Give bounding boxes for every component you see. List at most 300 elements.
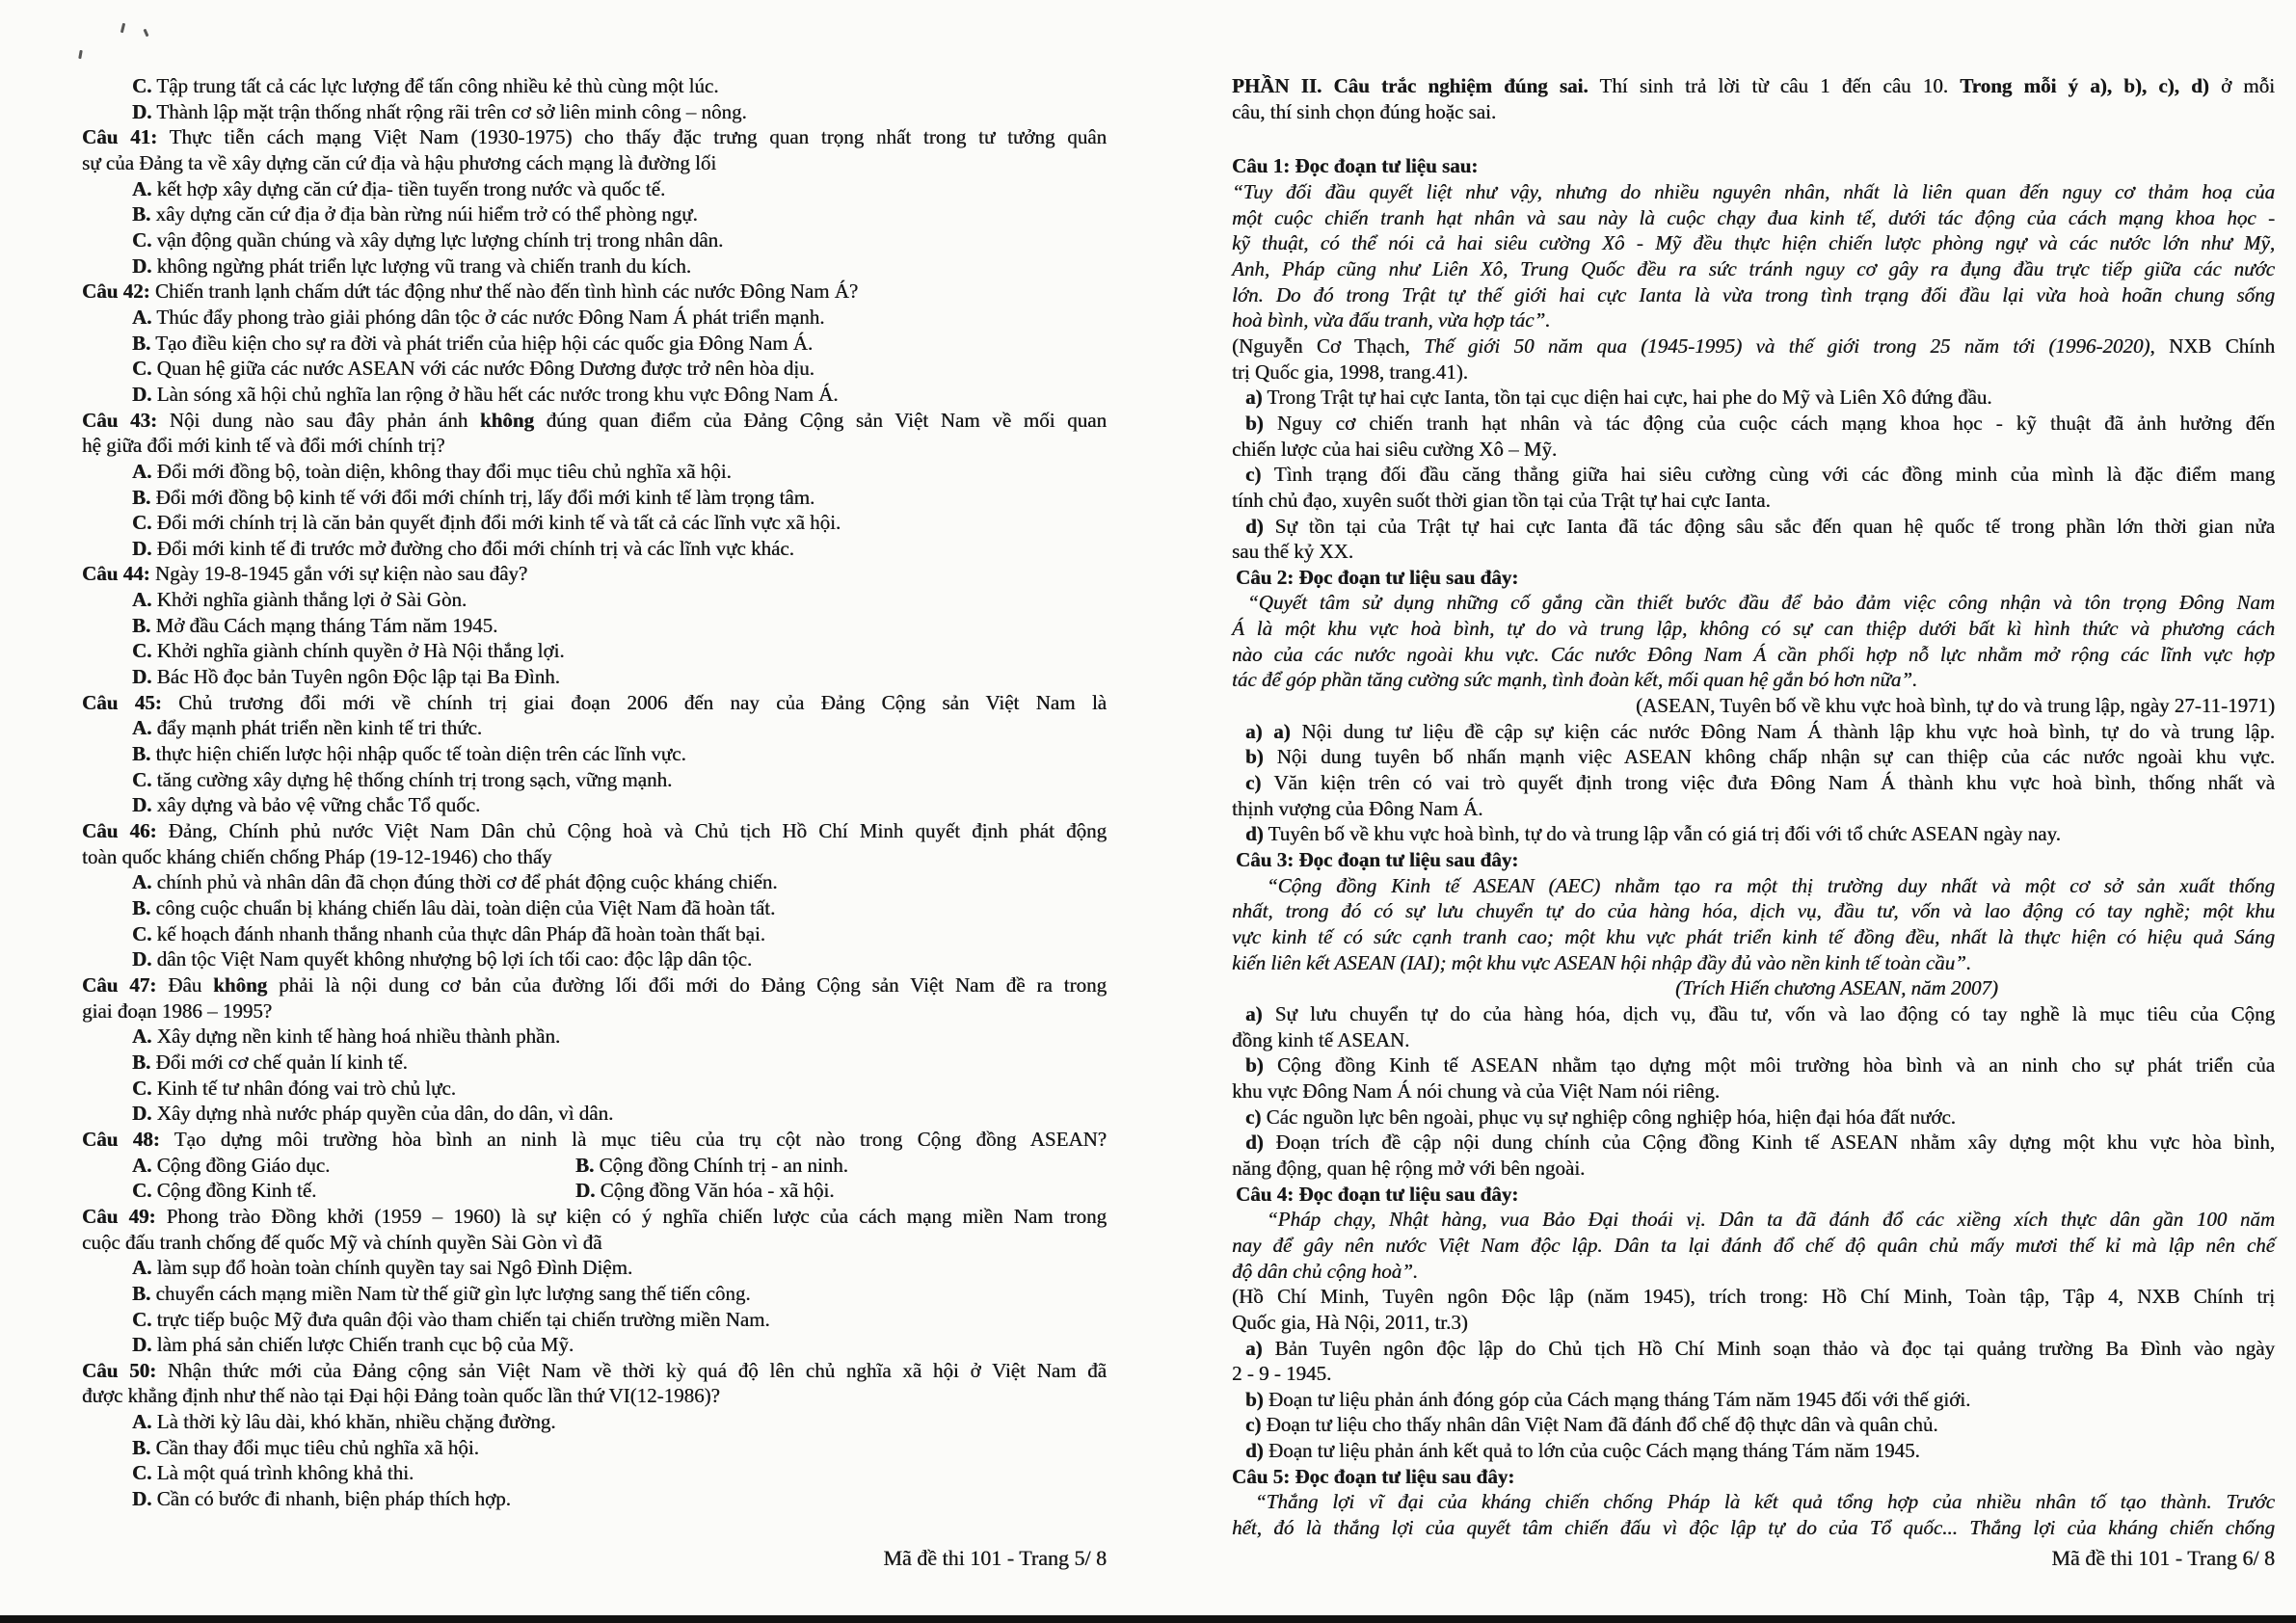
text-segment: Khởi nghĩa giành thắng lợi ở Sài Gòn. [151,588,467,612]
text-segment: c) [1245,1104,1262,1129]
question-46-cont [82,844,1107,870]
citation-cont [1232,1310,2275,1336]
text-segment: Cộng đồng Kinh tế ASEAN nhằm tạo dựng một môi trường hòa bình và an ninh cho sự phát triển của [1263,1053,2275,1078]
text-segment: nhất, trong đó có sự lưu chuyển tự do của hàng hóa, dịch vụ, đầu tư, vốn và lao động có tay nghề; một khu [1232,899,2275,923]
option [82,331,1107,357]
text-segment: Nội dung tuyên bố nhấn mạnh việc ASEAN không chấp nhận sự can thiệp của các nước ngoài khu vực. [1263,745,2275,769]
question-48 [82,1127,1107,1153]
statement-cont [1232,437,2275,463]
pen-mark [120,23,125,33]
text-segment: làm phá sản chiến lược Chiến tranh cục bộ của Mỹ. [151,1333,574,1357]
option [82,946,1107,972]
text-segment: a) [1245,1001,1263,1025]
quote-line [1232,590,2275,616]
option [82,1281,1107,1307]
text-segment: tăng cường xây dựng hệ thống chính trị trong sạch, vững mạnh. [151,767,673,791]
question-1-heading [1232,153,2275,179]
option-cell [575,1178,835,1204]
text-segment: a) a) [1245,719,1291,743]
text-segment: Câu 43: [82,408,158,432]
text-segment: Thí sinh trả lời từ câu 1 đến câu 10. [1588,74,1961,97]
option [82,715,1107,741]
quote-line [1232,616,2275,642]
text-segment: (Hồ Chí Minh, Tuyên ngôn Độc lập (năm 1945), trích trong: Hồ Chí Minh, Toàn tập, Tập 4, NXB Chính trị [1232,1285,2275,1309]
text-segment: C. [132,639,152,663]
text-segment: khu vực Đông Nam Á nói chung và của Việt Nam nói riêng. [1232,1078,1721,1103]
text-segment: toàn quốc kháng chiến chống Pháp (19-12-1946) cho thấy [82,844,552,868]
option [82,485,1107,511]
text-segment: c) [1245,463,1262,487]
text-segment: C. [132,511,152,535]
text-segment: C. [132,227,152,252]
text-segment: Câu 3: Đọc đoạn tư liệu sau đây: [1236,848,1519,872]
text-segment: B. [132,1435,151,1459]
text-segment: Quan hệ giữa các nước ASEAN với các nước Đông Dương được trở nên hòa dịu. [151,357,814,381]
text-segment: hệ giữa đổi mới kinh tế và đổi mới chính trị? [82,434,445,458]
text-segment: lớn. Do đó trong Trật tự thế giới hai cực Ianta là vừa trong tình trạng đối đầu lại vừa hoà hoãn chung sống [1232,282,2275,306]
text-segment: d) [1245,1439,1264,1463]
question-49-cont [82,1230,1107,1256]
text-segment: B. [132,896,151,919]
text-segment: B. [132,331,151,355]
text-segment: Cộng đồng Giáo dục. [151,1153,331,1177]
statement-cont [1232,488,2275,514]
text-segment: không [479,408,534,432]
question-50 [82,1358,1107,1384]
option [82,767,1107,793]
quote-line [1232,873,2275,899]
exam-page-5 [82,73,1107,1512]
text-segment: Là thời kỳ lâu dài, khó khăn, nhiều chặng đường. [151,1410,556,1434]
option [82,587,1107,613]
text-segment: D. [132,536,152,560]
text-segment: Đoạn tư liệu cho thấy nhân dân Việt Nam đã đánh đổ chế độ thực dân và quân chủ. [1261,1413,1938,1437]
quote-line [1232,307,2275,333]
text-segment: D. [132,665,152,689]
text-segment: Cần thay đổi mục tiêu chủ nghĩa xã hội. [150,1435,479,1459]
text-segment: “Quyết tâm sử dụng những cố gắng cần thiết bước đầu để bảo đảm việc công nhận và tôn trọng Đông Nam [1247,591,2275,615]
text-segment: (Trích Hiến chương ASEAN, năm 2007) [1675,976,1998,1000]
text-segment: Câu 50: [82,1358,157,1382]
text-segment: B. [132,485,151,509]
question-2-heading [1232,565,2275,591]
quote-line [1232,950,2275,976]
text-segment: C. [132,1307,152,1331]
text-segment: kiến liên kết ASEAN (IAI); một khu vực ASEAN hội nhập đầy đủ vào nền kinh tế toàn cầu”. [1232,950,1972,974]
quote-line [1232,256,2275,282]
text-segment: Anh, Pháp cũng như Liên Xô, Trung Quốc đều ra sức tránh nguy cơ gây ra đụng đầu trực tiếp giữa các nước [1232,256,2275,280]
text-segment: Trong Trật tự hai cực Ianta, tồn tại cục diện hai cực, hai phe do Mỹ và Liên Xô đứng đầu. [1262,386,1992,410]
text-segment: “Tuy đối đầu quyết liệt như vậy, nhưng do nhiều nguyên nhân, nhất là liên quan đến nguy cơ thảm hoạ của [1232,179,2275,203]
text-segment: D. [132,1102,152,1126]
option-cell [132,1153,575,1179]
text-segment: Câu 48: [82,1127,160,1151]
text-segment: giai đoạn 1986 – 1995? [82,998,273,1023]
text-segment: Sự tồn tại của Trật tự hai cực Ianta đã tác động sâu sắc đến quan hệ quốc tế trong phần lớn thời gian nửa [1263,514,2275,538]
text-segment: Thực tiễn cách mạng Việt Nam (1930-1975) cho thấy đặc trưng quan trọng nhất trong tư tưởng quân [157,125,1108,149]
text-segment: ở mỗi [2208,74,2275,97]
statement [1232,514,2275,540]
quote-line [1232,282,2275,308]
option [82,664,1107,690]
question-3-heading [1232,847,2275,873]
question-46 [82,818,1107,844]
statement [1232,770,2275,796]
text-segment: Câu 5: Đọc đoạn tư liệu sau đây: [1232,1464,1515,1488]
text-segment: Kinh tế tư nhân đóng vai trò chủ lực. [151,1076,456,1100]
text-segment: Sự lưu chuyển tự do của hàng hóa, dịch vụ, đầu tư, vốn và lao động có tay nghề là mục tiêu của Cộng [1262,1001,2275,1025]
option [82,1050,1107,1076]
text-segment: (Nguyễn Cơ Thạch, [1232,333,1424,358]
statement [1232,821,2275,847]
text-segment: dân tộc Việt Nam quyết không nhượng bộ lợi ích tối cao: độc lập dân tộc. [151,947,753,971]
text-segment: thực hiện chiến lược hội nhập quốc tế toàn diện trên các lĩnh vực. [150,742,686,766]
text-segment: Nhận thức mới của Đảng cộng sản Việt Nam về thời kỳ quá độ lên chủ nghĩa xã hội ở Việt Nam đã [156,1358,1107,1382]
statement [1232,1104,2275,1131]
question-41 [82,124,1107,150]
text-segment: đồng kinh tế ASEAN. [1232,1027,1410,1051]
text-segment: Xây dựng nhà nước pháp quyền của dân, do dân, vì dân. [151,1102,614,1126]
option [82,1435,1107,1461]
text-segment: Là một quá trình không khả thi. [151,1461,414,1485]
text-segment: B. [132,1050,151,1074]
statement-cont [1232,1361,2275,1387]
text-segment: hoà bình, vừa đấu tranh, vừa hợp tác”. [1232,308,1551,333]
text-segment: b) [1245,745,1264,769]
text-segment: PHẦN II. Câu trắc nghiệm đúng sai. [1232,74,1589,97]
text-segment: d) [1245,822,1264,846]
text-segment: Nội dung nào sau đây phản ánh [157,408,480,432]
text-segment: Câu 49: [82,1204,156,1228]
text-segment: Chủ trương đổi mới về chính trị giai đoạn 2006 đến nay của Đảng Cộng sản Việt Nam là [161,690,1107,714]
option-row [82,1178,1107,1204]
option [82,1024,1107,1050]
text-segment: Đoạn tư liệu phản ánh đóng góp của Cách mạng tháng Tám năm 1945 đối với thế giới. [1263,1387,1971,1411]
text-segment: Bác Hồ đọc bản Tuyên ngôn Độc lập tại Ba Đình. [151,665,560,689]
question-4-heading [1232,1182,2275,1208]
exam-page-6 [1232,73,2275,1541]
text-segment: (ASEAN, Tuyên bố về khu vực hoà bình, tự do và trung lập, ngày 27-11-1971) [1636,694,2275,718]
option [82,638,1107,664]
option [82,1460,1107,1486]
text-segment: C. [132,1461,152,1485]
quote-line [1232,230,2275,256]
text-segment: A. [132,459,152,483]
option [82,73,1107,99]
text-segment: trực tiếp buộc Mỹ đưa quân đội vào tham chiến tại chiến trường miền Nam. [151,1307,770,1331]
statement [1232,462,2275,488]
text-segment: “Thắng lợi vĩ đại của kháng chiến chống Pháp là kết quả tổng hợp của nhiều nhân tố tạo thành. Trước [1255,1490,2275,1514]
text-segment: c) [1245,771,1262,795]
statement [1232,719,2275,745]
quote-line [1232,1233,2275,1259]
option [82,1332,1107,1358]
option [82,1076,1107,1102]
option [82,305,1107,331]
text-segment: Các nguồn lực bên ngoài, phục vụ sự nghiệp công nghiệp hóa, hiện đại hóa đất nước. [1261,1104,1956,1129]
text-segment: vận động quần chúng và xây dựng lực lượng chính trị trong nhân dân. [151,227,724,252]
text-segment: phải là nội dung cơ bản của đường lối đổi mới do Đảng Cộng sản Việt Nam đề ra trong [267,972,1107,997]
text-segment: “Cộng đồng Kinh tế ASEAN (AEC) nhằm tạo ra một thị trường duy nhất và một cơ sở sản xuất thống [1267,873,2275,897]
text-segment: Câu 41: [82,125,158,149]
option [82,895,1107,921]
text-segment: Ngày 19-8-1945 gắn với sự kiện nào sau đây? [149,562,528,586]
text-segment: vực kinh tế có sức cạnh tranh cao; một khu vực phát triển kinh tế đồng đều, nhất là thực hiện có hiệu quả Sáng [1232,925,2275,948]
citation [1232,975,2275,1001]
option-row [82,1153,1107,1179]
option [82,792,1107,818]
text-segment: Câu 2: Đọc đoạn tư liệu sau đây: [1236,565,1519,589]
text-segment: D. [132,793,152,817]
text-segment: a) [1245,386,1263,410]
text-segment: làm sụp đổ hoàn toàn chính quyền tay sai Ngô Đình Diệm. [151,1256,633,1280]
question-5-heading [1232,1464,2275,1490]
text-segment: sau thế kỷ XX. [1232,540,1353,564]
text-segment: nay để gây nên nước Việt Nam độc lập. Dân ta lại đánh đổ chế độ quân chủ mấy mươi thế kỉ mà lập nên chế [1232,1233,2275,1257]
text-segment: năng động, quan hệ rộng mở với bên ngoài. [1232,1156,1586,1180]
text-segment: Quốc gia, Hà Nội, 2011, tr.3) [1232,1310,1468,1334]
statement [1232,1001,2275,1027]
text-segment: Câu 44: [82,562,150,586]
citation [1232,333,2275,359]
text-segment: Tạo điều kiện cho sự ra đời và phát triển của hiệp hội các quốc gia Đông Nam Á. [150,331,814,355]
text-segment: chiến lược của hai siêu cường Xô – Mỹ. [1232,437,1558,461]
text-segment: 2 - 9 - 1945. [1232,1362,1332,1386]
statement [1232,411,2275,437]
text-segment: Nội dung tư liệu đề cập sự kiện các nước Đông Nam Á thành lập khu vực hoà bình, tự do và trung lập. [1290,719,2275,743]
text-segment: công cuộc chuẩn bị kháng chiến lâu dài, toàn diện của Việt Nam đã hoàn tất. [150,896,776,919]
statement [1232,1336,2275,1362]
text-segment: Văn kiện trên có vai trò quyết định trong việc đưa Đông Nam Á thành khu vực hoà bình, thống nhất và [1261,771,2275,795]
text-segment: tác để góp phần tăng cường sức mạnh, tình đoàn kết, mối quan hệ gắn bó hơn nữa”. [1232,668,1918,692]
option [82,741,1107,767]
text-segment: d) [1245,514,1264,538]
quote-line [1232,1489,2275,1515]
citation-cont [1232,359,2275,386]
option [82,1409,1107,1435]
text-segment: A. [132,1256,152,1280]
text-segment: D. [132,947,152,971]
text-segment: B. [132,613,151,637]
text-segment: chuyển cách mạng miền Nam từ thế giữ gìn lực lượng sang thế tiến công. [150,1281,751,1305]
text-segment: D. [575,1179,596,1203]
question-47-cont [82,998,1107,1024]
text-segment: B. [132,742,151,766]
text-segment: độ dân chủ cộng hoà”. [1232,1259,1419,1283]
quote-line [1232,898,2275,924]
text-segment: Cộng đồng Kinh tế. [151,1179,317,1203]
text-segment: d) [1245,1131,1264,1155]
quote-line [1232,667,2275,693]
text-segment: Xây dựng nền kinh tế hàng hoá nhiều thành phần. [151,1024,561,1049]
text-segment: Câu 46: [82,819,157,843]
option [82,1307,1107,1333]
text-segment: A. [132,870,152,894]
text-segment: sự của Đảng ta về xây dựng căn cứ địa và hậu phương cách mạng là đường lối [82,150,717,174]
statement-cont [1232,1078,2275,1104]
text-segment: Khởi nghĩa giành chính quyền ở Hà Nội thắng lợi. [151,639,565,663]
text-segment: không ngừng phát triển lực lượng vũ trang và chiến tranh du kích. [151,253,692,278]
text-segment: Thế giới 50 năm qua (1945-1995) và thế giới trong 25 năm tới (1996-2020) [1423,333,2150,358]
text-segment: Đổi mới đồng bộ kinh tế với đổi mới chính trị, lấy đổi mới kinh tế làm trọng tâm. [150,485,815,509]
text-segment: xây dựng căn cứ địa ở địa bàn rừng núi hiểm trở có thể phòng ngự. [150,202,698,226]
text-segment: D. [132,382,152,406]
scan-edge-bar [0,1615,2296,1623]
text-segment: B. [132,202,151,226]
text-segment: kế hoạch đánh nhanh thắng nhanh của thực dân Pháp đã hoàn toàn thất bại. [151,921,765,945]
section-heading-cont [1232,99,2275,125]
page-6-footer: Mã đề thi 101 - Trang 6/ 8 [2051,1546,2275,1570]
text-segment: A. [132,716,152,740]
text-segment: Câu 47: [82,972,157,997]
text-segment: Thúc đẩy phong trào giải phóng dân tộc ở các nước Đông Nam Á phát triển mạnh. [151,305,825,329]
text-segment: b) [1245,1387,1264,1411]
statement [1232,1052,2275,1078]
citation [1232,693,2275,719]
text-segment: A. [132,588,152,612]
text-segment: b) [1245,1053,1264,1078]
statement [1232,1412,2275,1438]
question-45 [82,690,1107,716]
text-segment: , NXB Chính [2149,333,2276,358]
statement-cont [1232,1156,2275,1182]
text-segment: được khẳng định như thế nào tại Đại hội Đảng toàn quốc lần thứ VI(12-1986)? [82,1384,720,1408]
text-segment: trị Quốc gia, 1998, trang.41). [1232,359,1468,384]
text-segment: tính chủ đạo, xuyên suốt thời gian tồn tại của Trật tự hai cực Ianta. [1232,488,1771,512]
text-segment: Thành lập mặt trận thống nhất rộng rãi trên cơ sở liên minh công – nông. [151,99,747,123]
text-segment: A. [132,176,152,200]
statement-cont [1232,1027,2275,1053]
option [82,1101,1107,1127]
option-cell [132,1178,575,1204]
text-segment: B. [575,1153,595,1177]
text-segment: Cần có bước đi nhanh, biện pháp thích hợp. [151,1487,511,1511]
statement [1232,385,2275,411]
text-segment: không [213,972,268,997]
option [82,227,1107,253]
text-segment: A. [132,305,152,329]
text-segment: đúng quan điểm của Đảng Cộng sản Việt Nam về mối quan [533,408,1107,432]
text-segment: A. [132,1153,152,1177]
quote-line [1232,1207,2275,1233]
quote-line [1232,205,2275,231]
quote-line [1232,642,2275,668]
text-segment: c) [1245,1413,1262,1437]
text-segment: Làn sóng xã hội chủ nghĩa lan rộng ở hầu hết các nước trong khu vực Đông Nam Á. [151,382,839,406]
text-segment: A. [132,1410,152,1434]
question-44 [82,561,1107,587]
option [82,201,1107,227]
text-segment: nào của các nước ngoài khu vực. Các nước Đông Nam Á cần phối hợp nỗ lực nhằm mở rộng các lĩnh vực hợp [1232,642,2275,666]
text-segment: C. [132,357,152,381]
question-49 [82,1204,1107,1230]
text-segment: kết hợp xây dựng căn cứ địa- tiền tuyến trong nước và quốc tế. [151,176,666,200]
text-segment: Mở đầu Cách mạng tháng Tám năm 1945. [150,613,498,637]
text-segment: Câu 1: Đọc đoạn tư liệu sau: [1232,154,1479,178]
text-segment: chính phủ và nhân dân đã chọn đúng thời cơ để phát động cuộc kháng chiến. [151,870,778,894]
statement-cont [1232,796,2275,822]
text-segment: Trong mỗi ý a), b), c), d) [1960,74,2209,97]
quote-line [1232,1259,2275,1285]
text-segment: C. [132,921,152,945]
option [82,356,1107,382]
question-47 [82,972,1107,998]
text-segment: Đoạn tư liệu phản ánh kết quả to lớn của cuộc Cách mạng tháng Tám năm 1945. [1263,1439,1920,1463]
option-cell [575,1153,848,1179]
text-segment: Cộng đồng Văn hóa - xã hội. [595,1179,835,1203]
text-segment: C. [132,74,152,97]
text-segment: Tuyên bố về khu vực hoà bình, tự do và trung lập vẫn có giá trị đối với tổ chức ASEAN ngày nay. [1263,822,2061,846]
text-segment: D. [132,1487,152,1511]
text-segment: xây dựng và bảo vệ vững chắc Tổ quốc. [151,793,481,817]
text-segment: câu, thí sinh chọn đúng hoặc sai. [1232,99,1497,123]
text-segment: Phong trào Đồng khởi (1959 – 1960) là sự kiện có ý nghĩa chiến lược của cách mạng miền Nam trong [155,1204,1107,1228]
pen-mark [144,29,149,38]
text-segment: D. [132,253,152,278]
option [82,510,1107,536]
text-segment: hết, đó là thắng lợi của quyết tâm chiến đấu vì độc lập tự do của Tổ quốc... Thắng lợi của kháng chiến chống [1232,1516,2275,1540]
text-segment: A. [132,1024,152,1049]
text-segment: Câu 45: [82,690,162,714]
option [82,1486,1107,1512]
option [82,99,1107,125]
text-segment: Đâu [156,972,214,997]
option [82,536,1107,562]
text-segment: C. [132,1179,152,1203]
statement [1232,1387,2275,1413]
quote-line [1232,179,2275,205]
text-segment: “Pháp chạy, Nhật hàng, vua Bảo Đại thoái vị. Dân ta đã đánh đổ các xiềng xích thực dân gần 100 năm [1267,1208,2275,1232]
option [82,1255,1107,1281]
text-segment: Đảng, Chính phủ nước Việt Nam Dân chủ Cộng hoà và Chủ tịch Hồ Chí Minh quyết định phát động [156,819,1107,843]
quote-line [1232,1515,2275,1541]
text-segment: Cộng đồng Chính trị - an ninh. [594,1153,848,1177]
text-segment: B. [132,1281,151,1305]
text-segment: D. [132,99,152,123]
text-segment: Đổi mới kinh tế đi trước mở đường cho đổi mới chính trị và các lĩnh vực khác. [151,536,794,560]
text-segment: một cuộc chiến tranh hạt nhân và sau này là cuộc chạy đua kinh tế, dưới tác động của cách mạng khoa học - [1232,205,2275,229]
text-segment: Bản Tuyên ngôn độc lập do Chủ tịch Hồ Chí Minh soạn thảo và đọc tại quảng trường Ba Đình vào ngày [1262,1336,2275,1360]
text-segment: C. [132,767,152,791]
option [82,382,1107,408]
text-segment: cuộc đấu tranh chống đế quốc Mỹ và chính quyền Sài Gòn vì đã [82,1230,602,1254]
text-segment: Đoạn trích đề cập nội dung chính của Cộng đồng Kinh tế ASEAN nhằm xây dựng một khu vực hòa bình, [1263,1131,2275,1155]
question-43-cont [82,433,1107,459]
text-segment: Tình trạng đối đầu căng thẳng giữa hai siêu cường cùng với các đồng minh của mình là đặc điểm mang [1261,463,2275,487]
text-segment: Tạo dựng môi trường hòa bình an ninh là mục tiêu của trụ cột nào trong Cộng đồng ASEAN? [159,1127,1107,1151]
text-segment: Đổi mới đồng bộ, toàn diện, không thay đổi mục tiêu chủ nghĩa xã hội. [151,459,732,483]
question-42 [82,279,1107,305]
option [82,253,1107,279]
text-segment: đẩy mạnh phát triển nền kinh tế tri thức. [151,716,483,740]
text-segment: b) [1245,411,1264,435]
statement [1232,1438,2275,1464]
statement-cont [1232,539,2275,565]
text-segment: D. [132,1333,152,1357]
text-segment: Đổi mới chính trị là căn bản quyết định đổi mới kinh tế và tất cả các lĩnh vực xã hội. [151,511,841,535]
option [82,921,1107,947]
option [82,176,1107,202]
option [82,613,1107,639]
section-heading [1232,73,2275,99]
text-segment: kỹ thuật, có thể nói cả hai siêu cường Xô - Mỹ đều thực hiện chiến lược phòng ngự và các nước lớn như Mỹ, [1232,231,2275,255]
page-5-footer: Mã đề thi 101 - Trang 5/ 8 [883,1546,1107,1570]
text-segment: Tập trung tất cả các lực lượng để tấn công nhiều kẻ thù cùng một lúc. [151,74,719,97]
text-segment: thịnh vượng của Đông Nam Á. [1232,796,1483,820]
spacer [1232,124,2275,153]
statement [1232,744,2275,770]
text-segment: Đổi mới cơ chế quản lí kinh tế. [150,1050,408,1074]
